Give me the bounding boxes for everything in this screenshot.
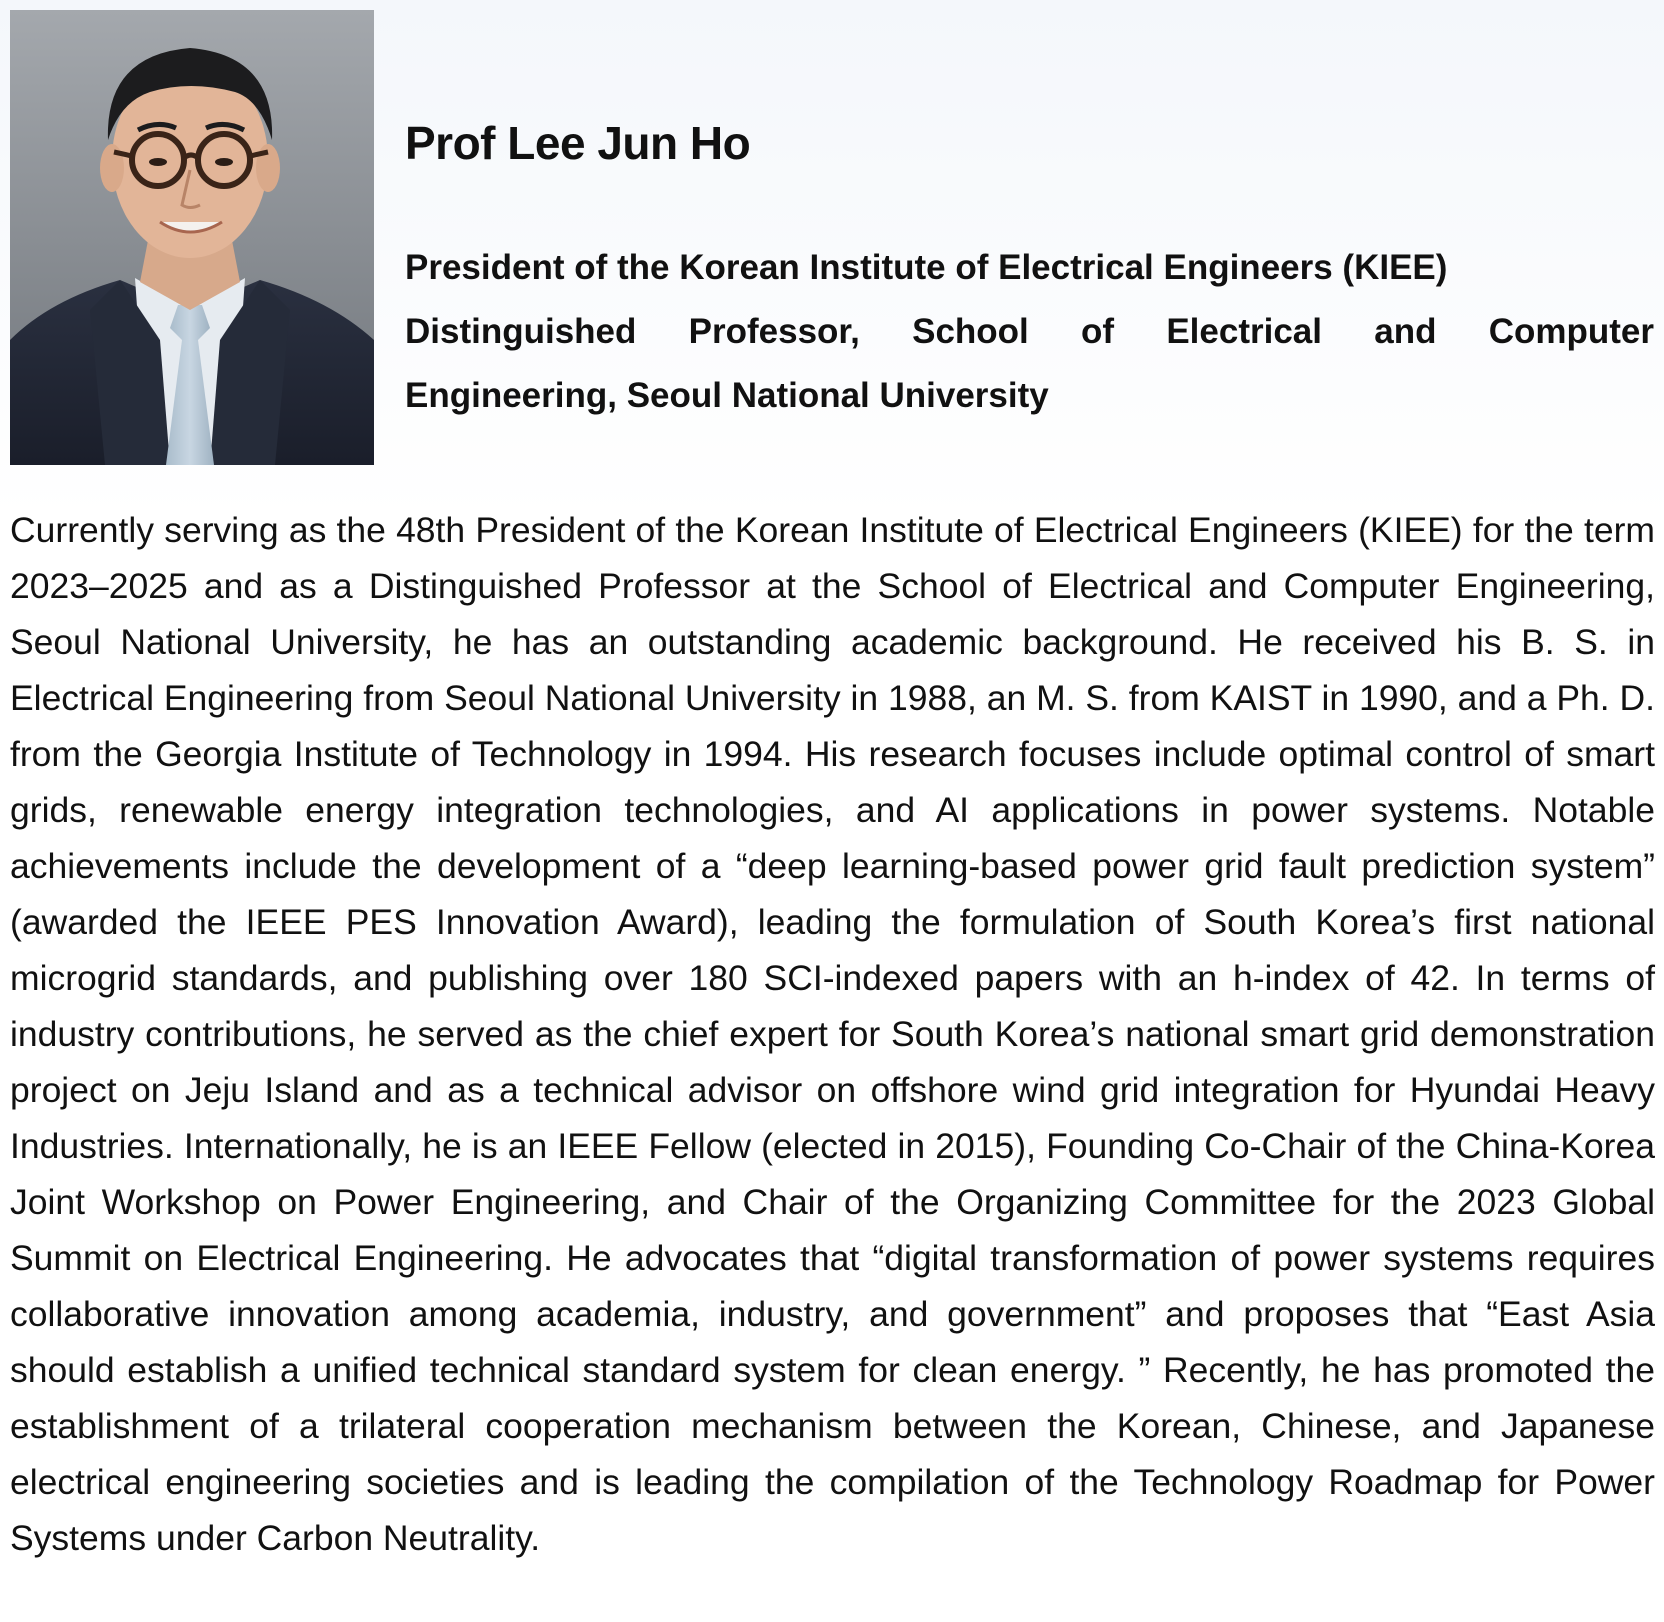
- title-line-professor: Distinguished Professor, School of Electrical and Computer: [405, 312, 1654, 351]
- speaker-titles: [405, 236, 1654, 428]
- title-line-president: President of the Korean Institute of Electrical Engineers (KIEE): [405, 248, 1448, 287]
- title-line-university: Engineering, Seoul National University: [405, 376, 1049, 415]
- portrait-photo: [10, 10, 374, 465]
- portrait-illustration: [10, 10, 374, 465]
- speaker-biography: Currently serving as the 48th President of the Korean Institute of Electrical Engineers (KIEE) for the term 2023–2025 and as a Distinguished Professor at the School of Electrical and Computer Engineering, Seoul National University, he has an outstanding academic background. He received his B. S. in Electrical Engineering from Seoul National University in 1988, an M. S. from KAIST in 1990, and a Ph. D. from the Georgia Institute of Technology in 1994. His research focuses include optimal control of smart grids, renewable energy integration technologies, and AI applications in power systems. Notable achievements include the development of a “deep learning-based power grid fault prediction system” (awarded the IEEE PES Innovation Award), leading the formulation of South Korea’s first national microgrid standards, and publishing over 180 SCI-indexed papers with an h-index of 42. In terms of industry contributions, he served as the chief expert for South Korea’s national smart grid demonstration project on Jeju Island and as a technical advisor on offshore wind grid integration for Hyundai Heavy Industries. Internationally, he is an IEEE Fellow (elected in 2015), Founding Co-Chair of the China-Korea Joint Workshop on Power Engineering, and Chair of the Organizing Committee for the 2023 Global Summit on Electrical Engineering. He advocates that “digital transformation of power systems requires collaborative innovation among academia, industry, and government” and proposes that “East Asia should establish a unified technical standard system for clean energy. ” Recently, he has promoted the establishment of a trilateral cooperation mechanism between the Korean, Chinese, and Japanese electrical engineering societies and is leading the compilation of the Technology Roadmap for Power Systems under Carbon Neutrality.: [10, 510, 1655, 1558]
- speaker-name: Prof Lee Jun Ho: [405, 117, 751, 169]
